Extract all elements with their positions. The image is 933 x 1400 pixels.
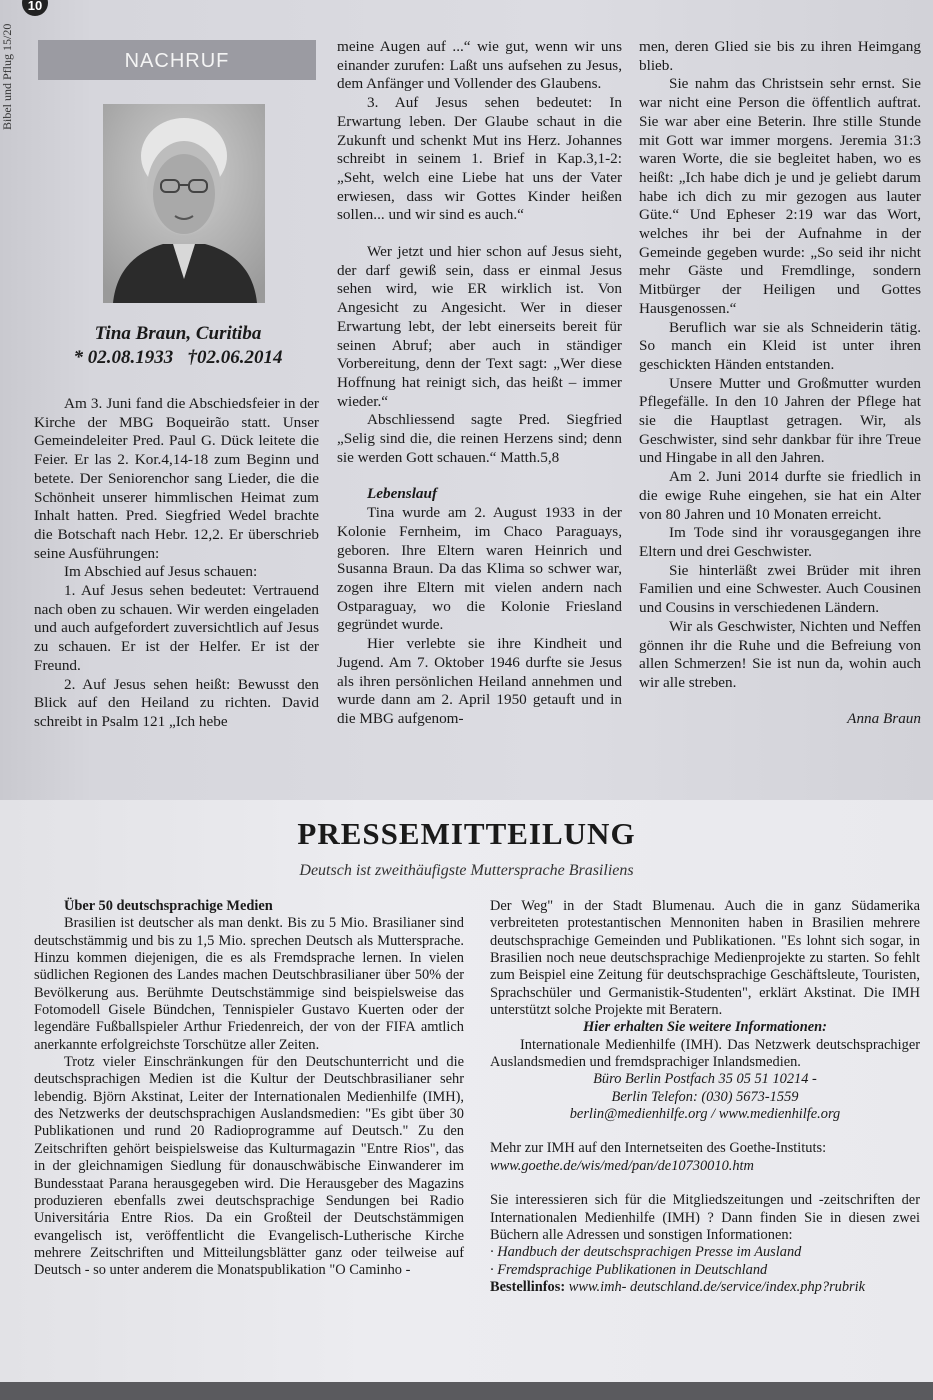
books-text: Sie interessieren sich für die Mitgliedszeitungen und -zeitschriften der Internationalen Medienhilfe (IMH) ? Dann finden Sie in diesen zwei Büchern alle Adressen und sonstigen Informationen: (490, 1192, 920, 1243)
deceased-name: Tina Braun, Curitiba (94, 323, 262, 344)
paragraph: Am 3. Juni fand die Abschiedsfeier in der Kirche der MBG Boqueirão statt. Unser Gemeindeleiter Pred. Paul G. Dück leitete die Feier. Er las 2. Kor.4,14-18 zum Beginn und betete. Der Seniorenchor sang Lieder, die die Schönheit unserer himmlischen Heimat zum Inhalt hatten. Pred. Siegfried Wedel brachte die Botschaft nach Hebr. 12,2. Er überschrieb seine Ausführungen: (34, 395, 319, 562)
paragraph: Der Weg" in der Stadt Blumenau. Auch die in ganz Südamerika verbreiteten protestantischen Mennoniten haben in Brasilien mehrere deutschsprachige Gemeinden und Publikationen. "Es lohnt sich sogar, in Brasilien noch neue deutschsprachige Medienprojekte zu starten. So fehlt zum Beispiel eine Zeitung für deutschsprachige Geschäftsleute, Touristen, Sprachschüler und Germanistik-Studenten", erklärt Akstinat. Die IMH unterstützt solche Projekte mit Beratern. (490, 898, 920, 1019)
book-item: · Fremdsprachige Publikationen in Deutschland (490, 1261, 768, 1278)
paragraph: Abschliessend sagte Pred. Siegfried „Selig sind die, die reinen Herzens sind; denn sie werden Gott schauen.“ Matth.5,8 (337, 411, 622, 466)
order-info (490, 1279, 920, 1296)
info-web-link[interactable]: berlin@medienhilfe.org / www.medienhilfe.org (569, 1106, 841, 1123)
paragraph: men, deren Glied sie bis zu ihren Heimgang blieb. (639, 38, 921, 74)
paragraph: 2. Auf Jesus sehen heißt: Bewusst den Blick auf den Heiland zu richten. David schreibt in Psalm 121 „Ich hebe (34, 675, 319, 730)
spacer (337, 225, 622, 243)
press-release-title: PRESSEMITTEILUNG (297, 816, 636, 851)
paragraph: Sie hinterläßt zwei Brüder mit ihren Familien und eine Schwester. Auch Cousinen und Cousins in verschiedenen Ländern. (639, 561, 921, 617)
paragraph: Wer jetzt und hier schon auf Jesus sieht, der darf gewiß sein, dass er einmal Jesus sehen wird, wie ER wirklich ist. Von Angesicht zu Angesicht. Wer in dieser Erwartung lebt, der lebt einerseits bereit für seinen Abruf; aber auch in ständiger Vorbereitung, denn der Text sagt: „Wer diese Hoffnung hat reinigt sich, das heißt – immer wieder.“ (337, 243, 622, 410)
obituary-column-2 (337, 38, 622, 729)
order-url-link[interactable]: www.imh- deutschland.de/service/index.php?rubrik (565, 1278, 866, 1295)
paragraph: Brasilien ist deutscher als man denkt. Bis zu 5 Mio. Brasilianer sind deutschstämmig und bis zu 1,5 Mio. sprechen Deutsch als Muttersprache. Hinzu kommen diejenigen, die es als Fremdsprache lernen. In vielen südlichen Regionen des Landes machen Deutschbrasilianer über 50% der Bevölkerung aus. Berühmte Deutschstämmige sind beispielsweise das Fotomodell Gisele Bündchen, Tennispieler Gustavo Kuerten oder der legendäre Fußballspieler Arthur Friedenreich, der von der FIFA amtlich anerkannte erfolgreichste Torschütze aller Zeiten. (34, 915, 464, 1053)
paragraph: Tina wurde am 2. August 1933 in der Kolonie Fernheim, im Chaco Paraguays, geboren. Ihre Eltern waren Heinrich und Susanna Braun. Da das Klima so schwer war, zogen ihre Eltern mit vielen andern nach Ostparaguay, wo die Kolonie Friesland gegründet wurde. (337, 504, 622, 634)
running-head (0, 12, 20, 162)
obituary-column-3 (639, 38, 921, 728)
press-column-right (490, 898, 920, 1296)
spacer (490, 1123, 920, 1140)
press-column-left (34, 898, 464, 1280)
paragraph: Wir als Geschwister, Nichten und Neffen gönnen ihr die Ruhe und die Befreiung von allen Schmerzen! Sie ist nun da, wohin auch wir alle streben. (639, 617, 921, 691)
obituary-name-block (40, 322, 316, 370)
paragraph: 3. Auf Jesus sehen bedeutet: In Erwartung leben. Der Glaube schaut in die Zukunft und schenkt Mut ins Herz. Johannes schreibt in seinem 1. Brief in Kap.3,1-2: „Seht, welch eine Liebe hat uns der Vater erwiesen, dass wir Gottes Kinder heißen sollen... und wir sind es auch.“ (337, 94, 622, 224)
book-item: · Handbuch der deutschsprachigen Presse im Ausland (490, 1244, 802, 1261)
press-release-subtitle: Deutsch ist zweithäufigste Muttersprache Brasiliens (299, 862, 634, 879)
press-left-heading: Über 50 deutschsprachige Medien (64, 898, 273, 914)
info-text: Internationale Medienhilfe (IMH). Das Netzwerk deutschsprachiger Auslandsmedien und fremdsprachiger Inlandsmedien. (490, 1036, 920, 1071)
spacer (639, 693, 921, 710)
deceased-dates: * 02.08.1933 †02.06.2014 (73, 347, 283, 368)
obituary-column-1 (34, 395, 319, 732)
paragraph: Trotz vieler Einschränkungen für den Deutschunterricht und die deutschsprachigen Medien ist die Kultur der Deutschbrasilianer sehr lebendig. Björn Akstinat, Leiter der Internationalen Medienhilfe (IMH), des Netzwerks der deutschsprachigen Auslandsmedien: "Es gibt über 30 Publikationen und rund 20 Radioprogramme auf Deutsch." Zu den Zeitschriften gehört beispielsweise das Kulturmagazin "Entre Rios", das in der gleichnamigen Siedlung für donauschwäbische Einwanderer im Bundesstaat Parana herausgegeben wird. Die Herausgeber des Magazins produzieren ebenfalls zwei deutschsprachige Sendungen bei Radio Universitária Entre Rios. Da ein Großteil der Deutschstämmigen evangelisch ist, veröffentlicht die Evangelisch-Lutherische Kirche mehrere Zeitschriften und Mitteilungsblätter ganz oder teilweise auf Deutsch - so unter anderem die Monatspublikation "O Caminho - (34, 1054, 464, 1279)
signature: Anna Braun (847, 709, 921, 727)
paragraph: Im Abschied auf Jesus schauen: (64, 563, 258, 581)
paragraph: Beruflich war sie als Schneiderin tätig. So manch ein Kleid ist unter ihren geschickten Händen entstanden. (639, 318, 921, 373)
portrait-photo (103, 104, 265, 303)
paragraph: Hier verlebte sie ihre Kindheit und Jugend. Am 7. Oktober 1946 durfte sie Jesus als ihren persönlichen Heiland annehmen und wurde dann am 2. April 1950 getauft und in die MBG aufgenom- (337, 635, 622, 727)
paragraph: Sie nahm das Christsein sehr ernst. Sie war nicht eine Person die öffentlich auftrat. Sie war aber eine Beterin. Ihre stille Stunde mit Gott war immer morgens. Jeremia 31:3 waren Worte, die sie begleitet haben, wo es heißt: „Ich habe dich je und je geliebt darum habe ich dich zu mir gezogen aus lauter Güte.“ Und Epheser 2:19 war das Wort, welches ihr bei der Aufnahme in der Gemeinde gegeben wurde: „So seid ihr nicht mehr Gäste und Fremdlinge, sondern Mitbürger der Heiligen und Gottes Hausgenossen.“ (639, 75, 921, 317)
nachruf-heading: NACHRUF (38, 40, 316, 80)
page-number: 10 (22, 0, 48, 16)
running-head-text: Bibel und Pflug 15/20 (0, 23, 14, 130)
goethe-url-link[interactable]: www.goethe.de/wis/med/pan/de10730010.htm (490, 1157, 754, 1174)
page-bottom-edge (0, 1382, 933, 1400)
lebenslauf-heading: Lebenslauf (367, 485, 438, 503)
spacer (490, 1175, 920, 1192)
paragraph: 1. Auf Jesus sehen bedeutet: Vertrauend nach oben zu schauen. Wir werden eingeladen und auch aufgefordert zuversichtlich auf Jesus zu schauen. Er ist der Helfer. Er ist der Freund. (34, 582, 319, 674)
info-address: Büro Berlin Postfach 35 05 51 10214 - (593, 1071, 817, 1088)
paragraph: Im Tode sind ihr vorausgegangen ihre Eltern und drei Geschwister. (639, 524, 921, 560)
info-phone: Berlin Telefon: (030) 5673-1559 (611, 1088, 799, 1105)
info-heading: Hier erhalten Sie weitere Informationen: (583, 1019, 827, 1036)
paragraph: meine Augen auf ...“ wie gut, wenn wir uns einander zurufen: Laßt uns aufsehen zu Jesus, dem Anfänger und Vollender des Glaubens. (337, 38, 622, 93)
order-label: Bestellinfos: (490, 1278, 566, 1295)
goethe-text: Mehr zur IMH auf den Internetseiten des Goethe-Instituts: (490, 1140, 827, 1157)
paragraph: Am 2. Juni 2014 durfte sie friedlich in die ewige Ruhe eingehen, sie hat ein Alter von 80 Jahren und 10 Monaten erreicht. (639, 468, 921, 523)
paragraph: Unsere Mutter und Großmutter wurden Pflegefälle. In den 10 Jahren der Pflege hat sie die Hauptlast getragen. Wir, als Geschwister, sind sehr dankbar für ihre Treue und Hingabe in all den Jahren. (639, 374, 921, 467)
spacer (337, 467, 622, 485)
